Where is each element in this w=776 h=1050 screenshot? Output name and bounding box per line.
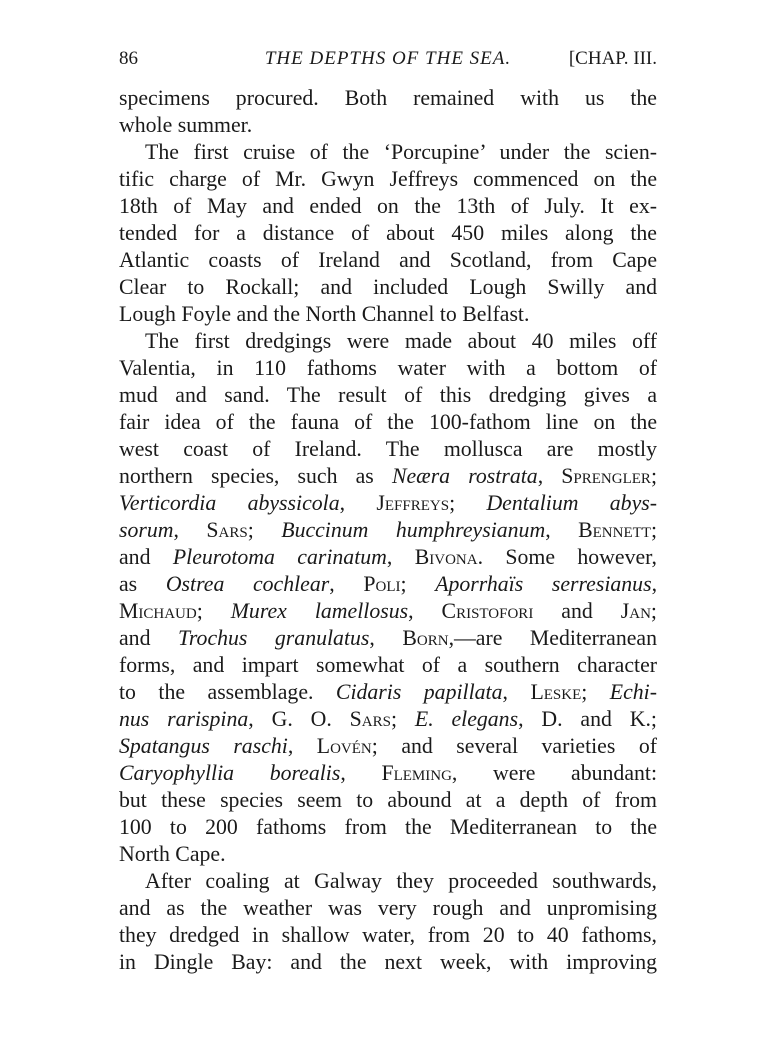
author-name: Cristofori	[441, 599, 534, 623]
text-line: Atlantic coasts of Ireland and Scotland, from Cape	[119, 248, 657, 272]
author-name: Born	[402, 626, 449, 650]
text-line: specimens procured. Both remained with us the	[119, 86, 657, 110]
author-name: Bennett	[578, 518, 651, 542]
text-line: forms, and impart somewhat of a southern character	[119, 653, 657, 677]
text-line: 100 to 200 fathoms from the Mediterranean to the	[119, 815, 657, 839]
text-line: mud and sand. The result of this dredging gives a	[119, 383, 657, 407]
author-name: Bivona	[414, 545, 478, 569]
text-line: After coaling at Galway they proceeded southwards,	[145, 869, 657, 893]
species-name: Echi-	[609, 680, 657, 704]
text-line: Verticordia abyssicola, Jeffreys; Dentalium abys-	[119, 491, 657, 515]
text-line: and as the weather was very rough and unpromising	[119, 896, 657, 920]
text-line: Clear to Rockall; and included Lough Swilly and	[119, 275, 657, 299]
author-name: Sars	[349, 707, 391, 731]
text-line: and Trochus granulatus, Born,—are Mediterranean	[119, 626, 657, 650]
text-line: nus rarispina, G. O. Sars; E. elegans, D. and K.;	[119, 707, 657, 731]
text-line: The first cruise of the ‘Porcupine’ under the scien-	[145, 140, 657, 164]
species-name: E. elegans	[414, 707, 519, 731]
text-line: Spatangus raschi, Lovén; and several varieties of	[119, 734, 657, 758]
text-line: 18th of May and ended on the 13th of July. It ex-	[119, 194, 657, 218]
author-name: Lovén	[316, 734, 372, 758]
author-name: Leske	[530, 680, 582, 704]
text-line: North Cape.	[119, 842, 226, 866]
author-name: Sprengler	[561, 464, 651, 488]
species-name: Trochus granulatus	[177, 626, 370, 650]
paragraph	[119, 85, 657, 139]
text-line: Caryophyllia borealis, Fleming, were abundant:	[119, 761, 658, 785]
text-line: tific charge of Mr. Gwyn Jeffreys commenced on the	[119, 167, 657, 191]
text-line: sorum, Sars; Buccinum humphreysianum, Bennett;	[119, 518, 658, 542]
author-name: Sars	[206, 518, 248, 542]
text-line: Valentia, in 110 fathoms water with a bottom of	[119, 356, 657, 380]
author-name: Poli	[363, 572, 401, 596]
species-name: Aporrhaïs serresianus	[435, 572, 652, 596]
page-number: 86	[119, 48, 138, 69]
species-name: sorum	[119, 518, 174, 542]
species-name: Caryophyllia borealis	[119, 761, 341, 785]
text-line: northern species, such as Neæra rostrata, Sprengler;	[119, 464, 657, 488]
paragraph	[119, 328, 657, 868]
text-line: in Dingle Bay: and the next week, with improving	[119, 950, 657, 974]
text-line: but these species seem to abound at a depth of from	[119, 788, 657, 812]
text-line: they dredged in shallow water, from 20 to 40 fathoms,	[119, 923, 657, 947]
text-line: The first dredgings were made about 40 miles off	[145, 329, 657, 353]
text-line: Lough Foyle and the North Channel to Belfast.	[119, 302, 530, 326]
species-name: Dentalium abys-	[486, 491, 657, 515]
species-name: Pleurotoma carinatum	[172, 545, 387, 569]
body-text	[119, 85, 657, 976]
species-name: Neæra rostrata	[391, 464, 538, 488]
text-line: Michaud; Murex lamellosus, Cristofori and Jan;	[119, 599, 657, 623]
species-name: Murex lamellosus	[230, 599, 409, 623]
text-line: whole summer.	[119, 113, 253, 137]
page-header	[119, 48, 657, 74]
text-line: as Ostrea cochlear, Poli; Aporrhaïs serresianus,	[119, 572, 658, 596]
author-name: Fleming	[381, 761, 452, 785]
paragraph	[119, 868, 657, 976]
text-line: tended for a distance of about 450 miles along the	[119, 221, 657, 245]
paragraph	[119, 139, 657, 328]
text-line: west coast of Ireland. The mollusca are mostly	[119, 437, 657, 461]
species-name: Cidaris papillata	[335, 680, 503, 704]
author-name: Jan	[620, 599, 651, 623]
text-line: to the assemblage. Cidaris papillata, Leske; Echi-	[119, 680, 657, 704]
text-line: and Pleurotoma carinatum, Bivona. Some however,	[119, 545, 657, 569]
species-name: Spatangus raschi	[119, 734, 288, 758]
running-title: THE DEPTHS OF THE SEA.	[264, 48, 512, 69]
species-name: nus rarispina	[119, 707, 249, 731]
species-name: Ostrea cochlear	[165, 572, 330, 596]
text-line: fair idea of the fauna of the 100-fathom line on the	[119, 410, 657, 434]
species-name: Buccinum humphreysianum	[281, 518, 546, 542]
author-name: Michaud	[119, 599, 197, 623]
author-name: Jeffreys	[376, 491, 450, 515]
species-name: Verticordia abyssicola	[119, 491, 340, 515]
chapter-marker: [CHAP. III.	[568, 48, 657, 69]
